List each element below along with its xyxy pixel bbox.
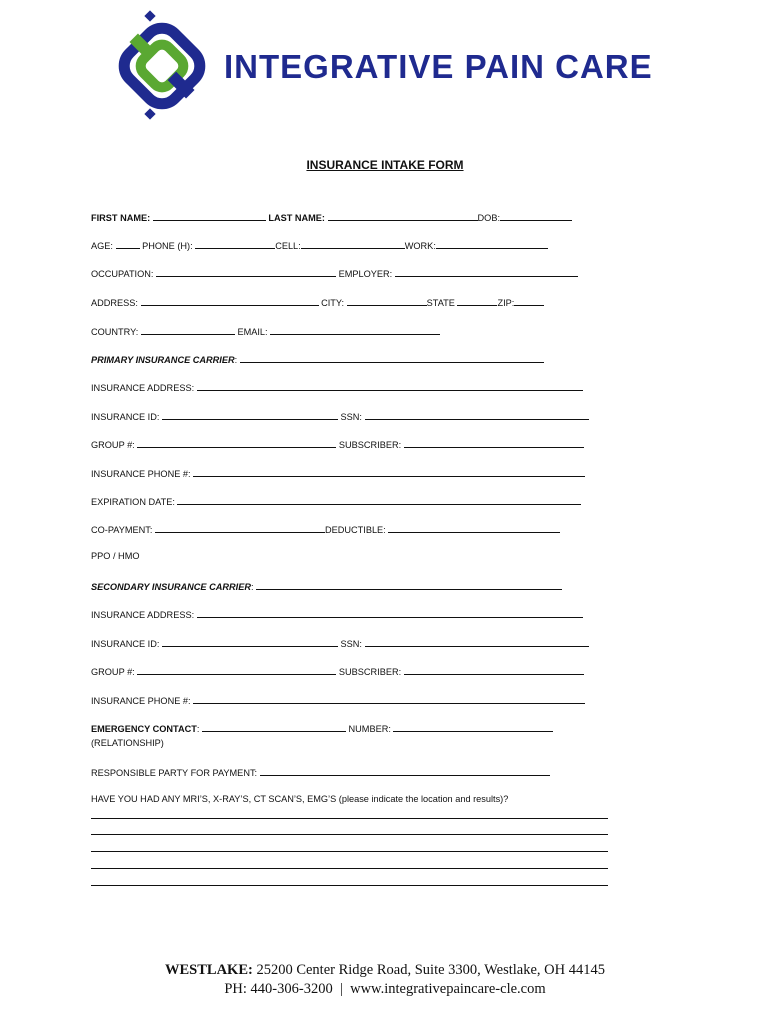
insurance-phone-field[interactable] [193, 466, 585, 477]
row-occupation [91, 266, 578, 280]
work-field[interactable] [436, 238, 548, 249]
last-name-field[interactable] [328, 210, 478, 221]
ssn-label: SSN: [340, 412, 362, 422]
group-label: GROUP #: [91, 440, 135, 450]
city-field[interactable] [347, 295, 427, 306]
insurance-phone-label: INSURANCE PHONE #: [91, 469, 191, 479]
brand-name: INTEGRATIVE PAIN CARE [224, 48, 653, 85]
footer-address-text: 25200 Center Ridge Road, Suite 3300, Westlake, OH 44145 [256, 962, 605, 978]
emergency-contact-label: EMERGENCY CONTACT [91, 724, 197, 734]
row-expiration [91, 494, 581, 508]
age-field[interactable] [116, 238, 140, 249]
answer-line[interactable] [91, 885, 608, 886]
row-insurance-id-2 [91, 636, 589, 650]
work-label: WORK: [404, 241, 436, 251]
emergency-contact-field[interactable] [202, 721, 346, 732]
country-field[interactable] [141, 324, 235, 335]
expiration-field[interactable] [177, 494, 581, 505]
form-title: INSURANCE INTAKE FORM [306, 158, 464, 172]
state-field[interactable] [457, 295, 497, 306]
dob-label: DOB: [477, 213, 501, 223]
insurance-address-field[interactable] [197, 380, 583, 391]
answer-line[interactable] [91, 818, 608, 819]
first-name-label: FIRST NAME: [91, 213, 151, 223]
expiration-label: EXPIRATION DATE: [91, 497, 175, 507]
answer-line[interactable] [91, 834, 608, 835]
insurance-address-label-2: INSURANCE ADDRESS: [91, 610, 195, 620]
cell-field[interactable] [301, 238, 405, 249]
ssn-label-2: SSN: [340, 639, 362, 649]
relationship-label: (RELATIONSHIP) [91, 738, 164, 748]
answer-line[interactable] [91, 868, 608, 869]
row-insurance-phone-2 [91, 693, 585, 707]
row-insurance-id-1 [91, 409, 589, 423]
email-field[interactable] [270, 324, 440, 335]
row-responsible-party [91, 765, 550, 779]
footer-address [0, 961, 770, 980]
row-phones [91, 238, 548, 252]
deductible-field[interactable] [388, 522, 560, 533]
age-label: AGE: [91, 241, 113, 251]
last-name-label: LAST NAME: [268, 213, 325, 223]
imaging-question: HAVE YOU HAD ANY MRI’S, X-RAY’S, CT SCAN’S, EMG’S (please indicate the location and results)? [91, 794, 509, 804]
row-group-1 [91, 437, 584, 451]
subscriber-field-2[interactable] [404, 664, 584, 675]
group-field-2[interactable] [137, 664, 336, 675]
row-emergency: EMERGENCY CONTACT: NUMBER: [91, 721, 553, 735]
row-insurance-phone-1 [91, 466, 585, 480]
ssn-field[interactable] [365, 409, 589, 420]
insurance-address-label: INSURANCE ADDRESS: [91, 383, 195, 393]
occupation-label: OCCUPATION: [91, 269, 154, 279]
row-name [91, 210, 572, 224]
address-field[interactable] [141, 295, 319, 306]
insurance-id-label: INSURANCE ID: [91, 412, 160, 422]
subscriber-field[interactable] [404, 437, 584, 448]
group-label-2: GROUP #: [91, 667, 135, 677]
logo [110, 10, 670, 122]
footer-contact [0, 980, 770, 999]
employer-field[interactable] [395, 266, 578, 277]
logo-icon [110, 10, 220, 122]
ssn-field-2[interactable] [365, 636, 589, 647]
footer-separator: | [339, 981, 343, 997]
insurance-id-label-2: INSURANCE ID: [91, 639, 160, 649]
row-secondary-carrier: SECONDARY INSURANCE CARRIER: [91, 579, 562, 593]
occupation-field[interactable] [156, 266, 336, 277]
secondary-carrier-label: SECONDARY INSURANCE CARRIER [91, 582, 251, 592]
row-group-2 [91, 664, 584, 678]
zip-label: ZIP: [497, 298, 515, 308]
primary-carrier-label: PRIMARY INSURANCE CARRIER [91, 355, 235, 365]
copayment-label: CO-PAYMENT: [91, 525, 153, 535]
footer-location-label: WESTLAKE: [164, 962, 253, 978]
employer-label: EMPLOYER: [338, 269, 393, 279]
subscriber-label: SUBSCRIBER: [338, 440, 402, 450]
row-primary-carrier: PRIMARY INSURANCE CARRIER: [91, 352, 544, 366]
insurance-phone-label-2: INSURANCE PHONE #: [91, 696, 191, 706]
phone-h-field[interactable] [195, 238, 275, 249]
insurance-id-field[interactable] [162, 409, 338, 420]
phone-h-label: PHONE (H): [142, 241, 193, 251]
email-label: EMAIL: [237, 327, 268, 337]
footer-website-link[interactable]: www.integrativepaincare-cle.com [350, 981, 546, 997]
row-address [91, 295, 544, 309]
insurance-id-field-2[interactable] [162, 636, 338, 647]
cell-label: CELL: [275, 241, 301, 251]
dob-field[interactable] [500, 210, 572, 221]
address-label: ADDRESS: [91, 298, 138, 308]
footer-phone: PH: 440-306-3200 [224, 981, 333, 997]
insurance-address-field-2[interactable] [197, 607, 583, 618]
number-label: NUMBER: [348, 724, 391, 734]
first-name-field[interactable] [153, 210, 266, 221]
zip-field[interactable] [514, 295, 544, 306]
row-country [91, 324, 440, 338]
row-insurance-address-1 [91, 380, 583, 394]
row-insurance-address-2 [91, 607, 583, 621]
secondary-carrier-field[interactable] [256, 579, 562, 590]
insurance-phone-field-2[interactable] [193, 693, 585, 704]
deductible-label: DEDUCTIBLE: [324, 525, 386, 535]
responsible-party-label: RESPONSIBLE PARTY FOR PAYMENT: [91, 768, 258, 778]
copayment-field[interactable] [155, 522, 325, 533]
number-field[interactable] [393, 721, 553, 732]
country-label: COUNTRY: [91, 327, 139, 337]
responsible-party-field[interactable] [260, 765, 550, 776]
state-label: STATE [426, 298, 455, 308]
subscriber-label-2: SUBSCRIBER: [338, 667, 402, 677]
city-label: CITY: [321, 298, 345, 308]
group-field[interactable] [137, 437, 336, 448]
answer-line[interactable] [91, 851, 608, 852]
primary-carrier-field[interactable] [240, 352, 544, 363]
row-copayment [91, 522, 560, 536]
ppo-hmo: PPO / HMO [91, 551, 140, 561]
